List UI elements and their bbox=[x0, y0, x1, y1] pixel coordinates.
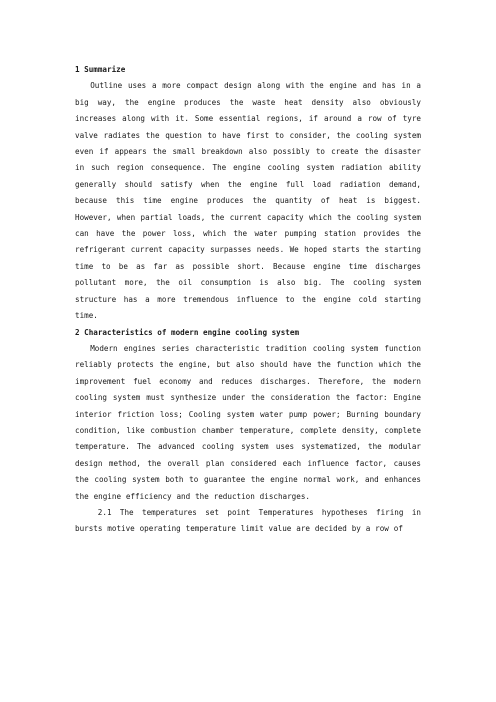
document-content bbox=[75, 62, 421, 538]
subsection-2-1-paragraph: 2.1 The temperatures set point Temperatures hypotheses firing in bursts motive operating temperature limit value are decided by a row of bbox=[75, 507, 421, 534]
section-2-heading: 2 Characteristics of modern engine cooling system bbox=[75, 327, 300, 337]
section-1-heading: 1 Summarize bbox=[75, 65, 126, 74]
section-1-paragraph: Outline uses a more compact design along with the engine and has in a big way, the engine produces the waste heat density also obviously increases along with it. Some essential regions, if around a row of tyre valve radiates the question to have first to consider, the cooling system even if appears the small breakdown also possibly to create the disaster in such region consequence. The engine cooling system radiation ability generally should satisfy when the engine full load radiation demand, because this time engine produces the quantity of heat is biggest. However, when partial loads, the current capacity which the cooling system can have the power loss, which the water pumping station provides the refrigerant current capacity surpasses needs. We hoped starts the starting time to be as far as possible short. Because engine time discharges pollutant more, the oil consumption is also big. The cooling system structure has a more tremendous influence to the engine cold starting time. bbox=[75, 81, 421, 321]
section-2-paragraph: Modern engines series characteristic tradition cooling system function reliably protects the engine, but also should have the function which the improvement fuel economy and reduces discharges. Therefore, the modern cooling system must synthesize under the consideration the factor: Engine interior friction loss; Cooling system water pump power; Burning boundary condition, like combustion chamber temperature, complete density, complete temperature. The advanced cooling system uses systematized, the modular design method, the overall plan considered each influence factor, causes the cooling system both to guarantee the engine normal work, and enhances the engine efficiency and the reduction discharges. bbox=[75, 343, 421, 501]
